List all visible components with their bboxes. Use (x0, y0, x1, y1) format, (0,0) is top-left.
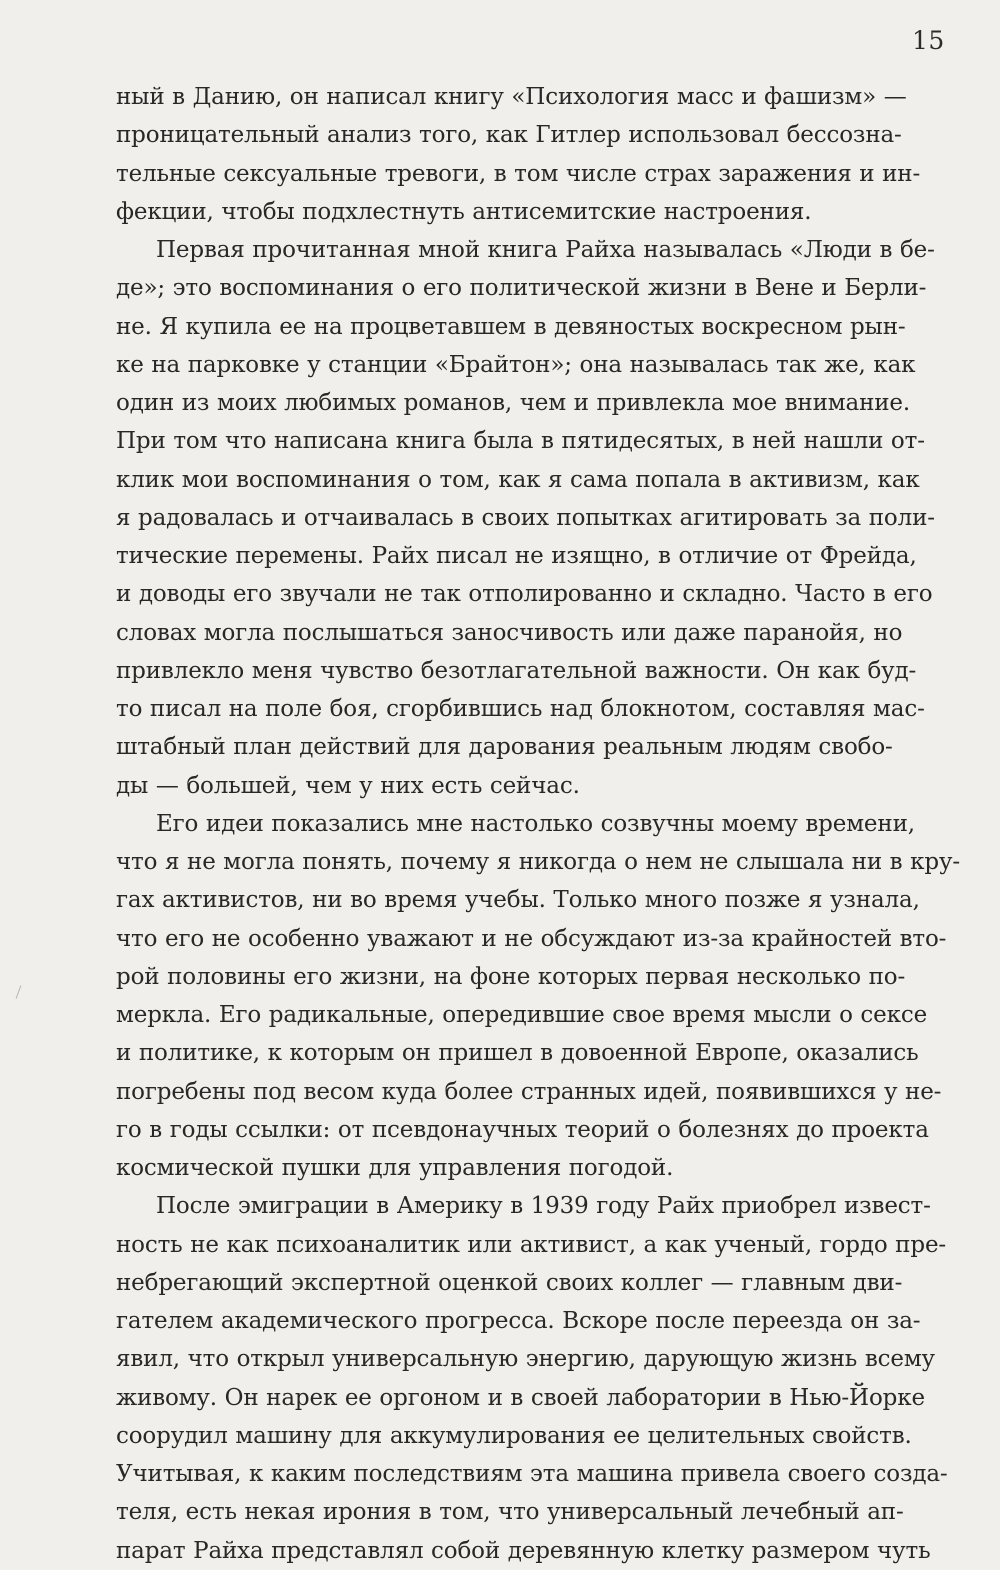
text-line: тельные сексуальные тревоги, в том числе страх заражения и ин- (116, 160, 921, 187)
paragraph-start: Его идеи показались мне настолько созвучны моему времени, (156, 810, 915, 837)
text-line: парат Райха представлял собой деревянную клетку размером чуть (116, 1537, 931, 1564)
text-line: живому. Он нарек ее оргоном и в своей лаборатории в Нью-Йорке (116, 1384, 925, 1411)
text-line: что его не особенно уважают и не обсуждают из-за крайностей вто- (116, 925, 947, 952)
text-line: космической пушки для управления погодой. (116, 1155, 674, 1181)
text-line: теля, есть некая ирония в том, что универсальный лечебный ап- (116, 1499, 904, 1526)
text-line: и политике, к которым он пришел в довоенной Европе, оказались (116, 1040, 919, 1067)
paragraph-start: Первая прочитанная мной книга Райха называлась «Люди в бе- (156, 237, 935, 263)
text-line: гах активистов, ни во время учебы. Только много позже я узнала, (116, 887, 920, 914)
text-line: то писал на поле боя, сгорбившись над блокнотом, составляя мас- (116, 696, 925, 722)
text-line: ке на парковке у станции «Брайтон»; она называлась так же, как (116, 351, 916, 378)
text-line: погребены под весом куда более странных идей, появившихся у не- (116, 1078, 942, 1105)
scan-mark (16, 985, 22, 998)
text-line: я радовалась и отчаивалась в своих попытках агитировать за поли- (116, 504, 935, 531)
text-line: что я не могла понять, почему я никогда о нем не слышала ни в кру- (116, 849, 960, 875)
text-line: проницательный анализ того, как Гитлер использовал бессозна- (116, 122, 902, 149)
paragraph-start: После эмиграции в Америку в 1939 году Райх приобрел извест- (156, 1193, 931, 1220)
text-line: не. Я купила ее на процветавшем в девяностых воскресном рын- (116, 313, 906, 340)
text-line: явил, что открыл универсальную энергию, дарующую жизнь всему (116, 1346, 935, 1373)
text-line: ды — большей, чем у них есть сейчас. (116, 772, 580, 799)
page-number: 15 (912, 26, 945, 55)
text-line: гателем академического прогресса. Вскоре после переезда он за- (116, 1308, 921, 1334)
text-line: и доводы его звучали не так отполированно и складно. Часто в его (116, 581, 933, 608)
body-text (116, 78, 961, 1570)
text-line: Учитывая, к каким последствиям эта машина привела своего созда- (116, 1461, 948, 1487)
text-line: соорудил машину для аккумулирования ее целительных свойств. (116, 1422, 912, 1449)
text-line: меркла. Его радикальные, опередившие свое время мысли о сексе (116, 1002, 928, 1028)
text-line: штабный план действий для дарования реальным людям свобо- (116, 734, 893, 761)
text-line: де»; это воспоминания о его политической жизни в Вене и Берли- (116, 275, 927, 302)
text-line: рой половины его жизни, на фоне которых первая несколько по- (116, 963, 906, 990)
text-line: привлекло меня чувство безотлагательной важности. Он как буд- (116, 657, 917, 684)
text-line: клик мои воспоминания о том, как я сама попала в активизм, как (116, 466, 920, 493)
text-line: небрегающий экспертной оценкой своих коллег — главным дви- (116, 1269, 903, 1296)
text-line: один из моих любимых романов, чем и привлекла мое внимание. (116, 390, 911, 416)
text-line: фекции, чтобы подхлестнуть антисемитские настроения. (116, 198, 812, 225)
text-line: ный в Данию, он написал книгу «Психология масс и фашизм» — (116, 84, 907, 110)
text-line: тические перемены. Райх писал не изящно, в отличие от Фрейда, (116, 543, 917, 569)
text-line: При том что написана книга была в пятидесятых, в ней нашли от- (116, 428, 925, 455)
text-line: го в годы ссылки: от псевдонаучных теорий о болезнях до проекта (116, 1116, 929, 1143)
text-line: словах могла послышаться заносчивость или даже паранойя, но (116, 619, 903, 646)
text-line: ность не как психоаналитик или активист, а как ученый, гордо пре- (116, 1231, 947, 1258)
